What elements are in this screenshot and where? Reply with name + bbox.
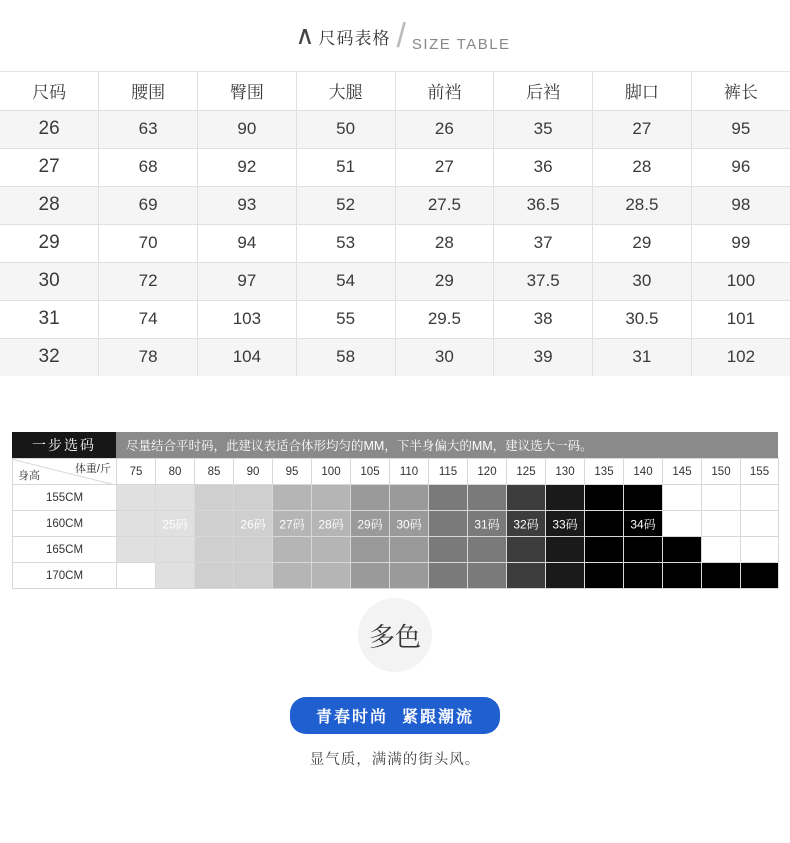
table-row — [0, 338, 790, 376]
cell-back-rise: 37 — [494, 224, 593, 262]
weight-header: 80 — [156, 459, 195, 485]
matrix-cell — [663, 511, 702, 537]
cell-leg-opening: 28 — [593, 148, 692, 186]
column-header: 大腿 — [296, 72, 395, 110]
matrix-cell — [585, 511, 624, 537]
matrix-cell — [702, 563, 741, 589]
cell-length: 100 — [691, 262, 790, 300]
cell-leg-opening: 30 — [593, 262, 692, 300]
matrix-cell — [507, 511, 546, 537]
weight-header: 75 — [117, 459, 156, 485]
matrix-cell — [663, 563, 702, 589]
column-header: 前裆 — [395, 72, 494, 110]
cell-leg-opening: 30.5 — [593, 300, 692, 338]
matrix-cell — [468, 511, 507, 537]
column-header: 脚口 — [593, 72, 692, 110]
matrix-cell — [624, 485, 663, 511]
footer-section — [0, 681, 790, 769]
spacer — [0, 376, 790, 432]
section-header — [0, 0, 790, 72]
matrix-size-label: 26码 — [240, 517, 266, 531]
cell-length: 99 — [691, 224, 790, 262]
matrix-note: 尽量结合平时码，此建议表适合体形均匀的MM，下半身偏大的MM，建议选大一码。 — [116, 432, 778, 458]
matrix-cell — [702, 537, 741, 563]
cell-size: 32 — [0, 338, 99, 376]
matrix-size-label: 32码 — [513, 517, 539, 531]
matrix-cell — [702, 485, 741, 511]
column-header: 尺码 — [0, 72, 99, 110]
cell-hip: 103 — [198, 300, 297, 338]
slogan-left: 青春时尚 — [315, 709, 388, 726]
cell-front-rise: 26 — [395, 110, 494, 148]
cell-waist: 72 — [99, 262, 198, 300]
cell-thigh: 50 — [296, 110, 395, 148]
height-header: 160CM — [13, 511, 117, 537]
matrix-row — [13, 537, 779, 563]
cell-waist: 63 — [99, 110, 198, 148]
matrix-cell — [312, 563, 351, 589]
matrix-cell — [663, 537, 702, 563]
cell-front-rise: 27 — [395, 148, 494, 186]
cell-front-rise: 29.5 — [395, 300, 494, 338]
cell-waist: 69 — [99, 186, 198, 224]
matrix-cell — [390, 537, 429, 563]
cell-back-rise: 35 — [494, 110, 593, 148]
matrix-cell — [702, 511, 741, 537]
matrix-corner-cell — [13, 459, 117, 485]
matrix-cell — [741, 537, 779, 563]
table-row — [0, 186, 790, 224]
height-header: 170CM — [13, 563, 117, 589]
matrix-cell — [117, 563, 156, 589]
matrix-cell — [234, 537, 273, 563]
weight-header: 150 — [702, 459, 741, 485]
matrix-size-label: 25码 — [162, 517, 188, 531]
cell-thigh: 54 — [296, 262, 395, 300]
matrix-cell — [624, 563, 663, 589]
table-row — [0, 224, 790, 262]
cell-front-rise: 29 — [395, 262, 494, 300]
matrix-cell — [195, 537, 234, 563]
matrix-cell — [507, 537, 546, 563]
matrix-cell — [546, 511, 585, 537]
matrix-size-label: 33码 — [552, 517, 578, 531]
matrix-cell — [312, 511, 351, 537]
matrix-cell — [273, 485, 312, 511]
slogan-right: 紧跟潮流 — [402, 709, 475, 726]
cell-front-rise: 28 — [395, 224, 494, 262]
weight-header: 110 — [390, 459, 429, 485]
cell-size: 27 — [0, 148, 99, 186]
caret-up-icon: ∧ — [295, 20, 315, 50]
matrix-cell — [585, 537, 624, 563]
matrix-cell — [624, 537, 663, 563]
height-header: 155CM — [13, 485, 117, 511]
cell-thigh: 53 — [296, 224, 395, 262]
cell-length: 96 — [691, 148, 790, 186]
matrix-cell — [117, 485, 156, 511]
cell-hip: 94 — [198, 224, 297, 262]
size-table-header-row — [0, 72, 790, 110]
matrix-size-label: 27码 — [279, 517, 305, 531]
size-table-section — [0, 72, 790, 376]
matrix-weight-header-row — [13, 459, 779, 485]
cell-waist: 78 — [99, 338, 198, 376]
title-divider: / — [396, 16, 406, 55]
multicolor-label: 多色 — [368, 622, 421, 652]
weight-header: 145 — [663, 459, 702, 485]
cell-hip: 97 — [198, 262, 297, 300]
cell-back-rise: 36 — [494, 148, 593, 186]
matrix-cell — [624, 511, 663, 537]
height-header: 165CM — [13, 537, 117, 563]
matrix-size-label: 29码 — [357, 517, 383, 531]
weight-header: 125 — [507, 459, 546, 485]
matrix-cell — [351, 563, 390, 589]
matrix-cell — [273, 563, 312, 589]
matrix-cell — [429, 511, 468, 537]
cell-waist: 68 — [99, 148, 198, 186]
matrix-cell — [273, 511, 312, 537]
matrix-cell — [195, 485, 234, 511]
weight-header: 85 — [195, 459, 234, 485]
cell-back-rise: 37.5 — [494, 262, 593, 300]
multicolor-section — [0, 589, 790, 681]
cell-length: 95 — [691, 110, 790, 148]
cell-thigh: 51 — [296, 148, 395, 186]
matrix-cell — [390, 485, 429, 511]
weight-header: 105 — [351, 459, 390, 485]
multicolor-badge — [358, 598, 432, 672]
cell-size: 31 — [0, 300, 99, 338]
cell-thigh: 52 — [296, 186, 395, 224]
cell-hip: 92 — [198, 148, 297, 186]
cell-leg-opening: 27 — [593, 110, 692, 148]
matrix-cell — [468, 485, 507, 511]
weight-header: 135 — [585, 459, 624, 485]
table-row — [0, 148, 790, 186]
corner-height-label: 身高 — [18, 470, 40, 482]
matrix-size-label: 34码 — [630, 517, 656, 531]
cell-length: 102 — [691, 338, 790, 376]
weight-header: 130 — [546, 459, 585, 485]
weight-header: 155 — [741, 459, 779, 485]
cell-leg-opening: 29 — [593, 224, 692, 262]
weight-header: 90 — [234, 459, 273, 485]
matrix-cell — [273, 537, 312, 563]
matrix-cell — [507, 563, 546, 589]
matrix-cell — [507, 485, 546, 511]
matrix-cell — [117, 537, 156, 563]
slogan-pill — [290, 697, 500, 734]
matrix-cell — [117, 511, 156, 537]
matrix-cell — [468, 563, 507, 589]
cell-size: 29 — [0, 224, 99, 262]
matrix-header-bar — [12, 432, 778, 458]
weight-header: 95 — [273, 459, 312, 485]
weight-header: 115 — [429, 459, 468, 485]
cell-waist: 74 — [99, 300, 198, 338]
matrix-size-label: 30码 — [396, 517, 422, 531]
matrix-cell — [663, 485, 702, 511]
cell-back-rise: 39 — [494, 338, 593, 376]
cell-leg-opening: 31 — [593, 338, 692, 376]
matrix-cell — [429, 537, 468, 563]
size-table — [0, 72, 790, 376]
matrix-row — [13, 511, 779, 537]
column-header: 臀围 — [198, 72, 297, 110]
footer-subtitle: 显气质，满满的街头风。 — [309, 752, 481, 768]
matrix-cell — [351, 485, 390, 511]
column-header: 腰围 — [99, 72, 198, 110]
cell-thigh: 58 — [296, 338, 395, 376]
matrix-cell — [585, 485, 624, 511]
weight-header: 100 — [312, 459, 351, 485]
weight-header: 140 — [624, 459, 663, 485]
matrix-badge: 一步选码 — [12, 432, 116, 458]
matrix-size-label: 31码 — [474, 517, 500, 531]
cell-back-rise: 38 — [494, 300, 593, 338]
matrix-cell — [156, 563, 195, 589]
matrix-cell — [390, 511, 429, 537]
matrix-cell — [156, 485, 195, 511]
cell-size: 30 — [0, 262, 99, 300]
cell-length: 98 — [691, 186, 790, 224]
cell-front-rise: 27.5 — [395, 186, 494, 224]
matrix-cell — [312, 485, 351, 511]
matrix-cell — [156, 537, 195, 563]
matrix-cell — [234, 485, 273, 511]
size-recommendation-matrix — [12, 432, 778, 589]
matrix-cell — [429, 563, 468, 589]
matrix-cell — [546, 485, 585, 511]
cell-size: 26 — [0, 110, 99, 148]
table-row — [0, 110, 790, 148]
page-title-en: SIZE TABLE — [411, 35, 511, 53]
matrix-cell — [741, 485, 779, 511]
cell-hip: 104 — [198, 338, 297, 376]
cell-hip: 93 — [198, 186, 297, 224]
matrix-cell — [234, 511, 273, 537]
table-row — [0, 262, 790, 300]
matrix-cell — [195, 563, 234, 589]
matrix-cell — [429, 485, 468, 511]
matrix-row — [13, 485, 779, 511]
weight-header: 120 — [468, 459, 507, 485]
column-header: 后裆 — [494, 72, 593, 110]
cell-leg-opening: 28.5 — [593, 186, 692, 224]
matrix-cell — [468, 537, 507, 563]
matrix-cell — [312, 537, 351, 563]
matrix-cell — [156, 511, 195, 537]
matrix-cell — [585, 563, 624, 589]
cell-waist: 70 — [99, 224, 198, 262]
matrix-cell — [546, 537, 585, 563]
cell-front-rise: 30 — [395, 338, 494, 376]
matrix-cell — [741, 563, 779, 589]
column-header: 裤长 — [691, 72, 790, 110]
header-title-group — [295, 16, 511, 55]
page-title-cn: 尺码表格 — [318, 28, 391, 48]
matrix-cell — [351, 511, 390, 537]
cell-length: 101 — [691, 300, 790, 338]
cell-size: 28 — [0, 186, 99, 224]
matrix-cell — [234, 563, 273, 589]
table-row — [0, 300, 790, 338]
matrix-cell — [546, 563, 585, 589]
matrix-cell — [351, 537, 390, 563]
matrix-size-label: 28码 — [318, 517, 344, 531]
matrix-row — [13, 563, 779, 589]
matrix-table — [12, 458, 779, 589]
matrix-cell — [390, 563, 429, 589]
cell-back-rise: 36.5 — [494, 186, 593, 224]
matrix-cell — [195, 511, 234, 537]
matrix-cell — [741, 511, 779, 537]
corner-weight-label: 体重/斤 — [74, 463, 111, 475]
cell-thigh: 55 — [296, 300, 395, 338]
cell-hip: 90 — [198, 110, 297, 148]
